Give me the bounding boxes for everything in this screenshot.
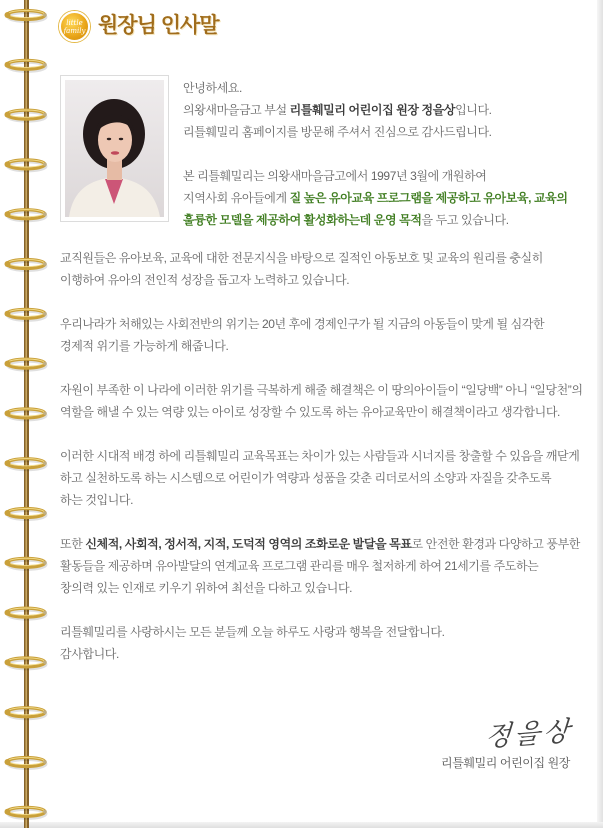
emphasis-text: 신체적, 사회적, 정서적, 지적, 도덕적 영역의 조화로운 발달을 목표 xyxy=(85,537,412,551)
text-segment: 감사합니다. xyxy=(60,647,119,661)
paragraph xyxy=(60,313,596,357)
text-line xyxy=(60,489,596,511)
text-segment: 본 리틀훼밀리는 의왕새마을금고에서 1997년 3월에 개원하여 xyxy=(183,169,487,183)
text-segment: 리틀훼밀리 홈페이지를 방문해 주셔서 진심으로 감사드립니다. xyxy=(183,125,492,139)
text-line xyxy=(60,313,596,335)
director-photo-frame xyxy=(60,75,169,222)
binding-spine-highlight xyxy=(26,0,27,828)
paragraph xyxy=(183,77,595,143)
text-line xyxy=(60,467,596,489)
text-line xyxy=(60,445,596,467)
text-line xyxy=(60,247,596,269)
paper-right-edge xyxy=(597,0,603,828)
text-segment: 활동들을 제공하며 유아발달의 연계교육 프로그램 관리를 매우 철저하게 하여 21세기를 주도하는 xyxy=(60,559,539,573)
text-segment: 역할을 해낼 수 있는 역량 있는 아이로 성장할 수 있도록 하는 유아교육만이 해결책이라고 생각합니다. xyxy=(60,405,560,419)
text-line xyxy=(60,401,596,423)
page-title: 원장님 인사말 xyxy=(98,14,219,37)
text-line xyxy=(183,121,595,143)
paragraph xyxy=(60,621,596,665)
text-line xyxy=(60,533,596,555)
text-line xyxy=(60,379,596,401)
paragraph xyxy=(60,445,596,511)
signature-caption: 리틀훼밀리 어린이집 원장 xyxy=(441,756,570,770)
text-line xyxy=(60,621,596,643)
text-line xyxy=(60,555,596,577)
signature: 정을상 xyxy=(483,715,574,754)
text-line xyxy=(183,165,595,187)
text-segment: 안녕하세요. xyxy=(183,81,242,95)
text-line xyxy=(60,335,596,357)
paragraph xyxy=(60,247,596,291)
text-segment: 리틀훼밀리를 사랑하시는 모든 분들께 오늘 하루도 사랑과 행복을 전달합니다. xyxy=(60,625,445,639)
text-segment: 을 두고 있습니다. xyxy=(421,213,509,227)
text-line xyxy=(183,77,595,99)
text-segment: 자원이 부족한 이 나라에 이러한 위기를 극복하게 해줄 해결책은 이 땅의아이들이 “일당백” 아니 “일당천”의 xyxy=(60,383,583,397)
paragraph xyxy=(183,165,595,231)
text-segment: 우리나라가 처해있는 사회전반의 위기는 20년 후에 경제인구가 될 지금의 아동들이 맞게 될 심각한 xyxy=(60,317,545,331)
logo-text-line2: family xyxy=(63,26,86,35)
text-segment: 의왕새마을금고 부설 xyxy=(183,103,290,117)
text-segment: 창의력 있는 인재로 키우기 위하여 최선을 다하고 있습니다. xyxy=(60,581,353,595)
text-line xyxy=(60,269,596,291)
text-segment: 교직원들은 유아보육, 교육에 대한 전문지식을 바탕으로 질적인 아동보호 및 교육의 원리를 충실히 xyxy=(60,251,543,265)
emphasis-text: 리틀훼밀리 어린이집 원장 정을상 xyxy=(289,103,456,117)
intro-text xyxy=(183,77,595,253)
director-photo xyxy=(65,80,164,217)
text-line xyxy=(183,209,595,231)
paragraph xyxy=(60,533,596,599)
text-line xyxy=(60,577,596,599)
text-segment: 하고 실천하도록 하는 시스템으로 어린이가 역량과 성품을 갖춘 리더로서의 소양과 자질을 갖추도록 xyxy=(60,471,552,485)
paper-bottom-edge xyxy=(0,822,603,828)
text-segment: 입니다. xyxy=(455,103,492,117)
body-text xyxy=(60,247,596,687)
paragraph xyxy=(60,379,596,423)
text-segment: 경제적 위기를 가능하게 해줍니다. xyxy=(60,339,229,353)
spiral-binding xyxy=(0,0,52,828)
text-line xyxy=(183,99,595,121)
text-line xyxy=(183,187,595,209)
text-segment: 하는 것입니다. xyxy=(60,493,134,507)
text-segment: 또한 xyxy=(60,537,86,551)
text-line xyxy=(60,643,596,665)
highlighted-text: 훌륭한 모델을 제공하여 활성화하는데 운영 목적 xyxy=(183,213,422,227)
little-family-logo xyxy=(59,11,90,42)
text-segment: 이행하여 유아의 전인적 성장을 돕고자 노력하고 있습니다. xyxy=(60,273,350,287)
text-segment: 로 안전한 환경과 다양하고 풍부한 xyxy=(411,537,580,551)
highlighted-text: 질 높은 유아교육 프로그램을 제공하고 유아보육, 교육의 xyxy=(289,191,568,205)
text-segment: 지역사회 유아들에게 xyxy=(183,191,290,205)
text-segment: 이러한 시대적 배경 하에 리틀훼밀리 교육목표는 차이가 있는 사람들과 시너지를 창출할 수 있음을 깨닫게 xyxy=(60,449,580,463)
logo-text-line1: little xyxy=(66,18,83,27)
